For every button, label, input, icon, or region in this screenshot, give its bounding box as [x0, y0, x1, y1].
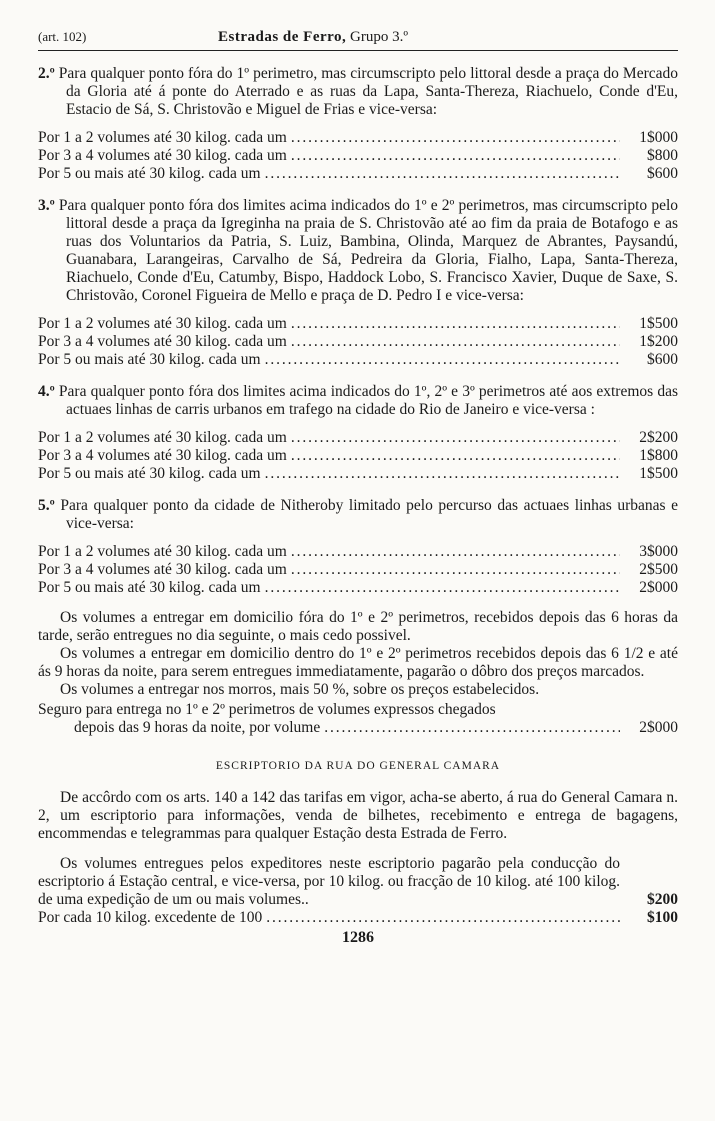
- insurance-price: 2$000: [639, 719, 678, 736]
- price-label: Por 1 a 2 volumes até 30 kilog. cada um: [38, 429, 287, 446]
- price-row: [38, 561, 678, 579]
- price-list-5: [38, 543, 678, 597]
- office-row-label: Por cada 10 kilog. excedente de 100: [38, 909, 263, 926]
- price-value: 1$500: [639, 465, 678, 482]
- price-row: [38, 447, 678, 465]
- item-text: Para qualquer ponto fóra dos limites acima indicados do 1º, 2º e 3º perimetros até aos extremos das actuaes linhas de carris urbanos em trafego na cidade do Rio de Janeiro e vice-versa :: [58, 383, 678, 418]
- price-label: Por 5 ou mais até 30 kilog. cada um: [38, 351, 261, 368]
- price-label: Por 5 ou mais até 30 kilog. cada um: [38, 465, 261, 482]
- item-text: Para qualquer ponto fóra dos limites acima indicados do 1º e 2º perimetros, mas circumscripto pelo littoral desde a praça da Igreginha na praia de S. Christovão até ao fim da praia de Botafogo e as ruas dos Voluntarios da Patria, S. Luiz, Bambina, Olinda, Marquez de Abrantes, Paysandú, Guanabara, Larangeiras, Carvalho de Sá, Pedreira da Gloria, Fialho, Lapa, Santa-Thereza, Riachuelo, Conde d'Eu, Catumby, Bispo, Haddock Lobo, S. Francisco Xavier, Duque de Saxe, S. Christovão, Coronel Figueira de Mello e praça de D. Pedro I e vice-versa:: [58, 197, 679, 304]
- running-title: Estradas de Ferro,: [218, 29, 347, 45]
- price-row: [38, 147, 678, 165]
- price-value: 2$500: [639, 561, 678, 578]
- article-ref: (art. 102): [38, 29, 87, 44]
- item-number: 3.º: [38, 197, 55, 214]
- price-row: [38, 165, 678, 183]
- price-row: [38, 333, 678, 351]
- leader-dots: [287, 561, 620, 579]
- note-paragraph: Os volumes a entregar em domicilio dentro do 1º e 2º perimetros recebidos depois das 6 1/2 e até ás 9 horas da noite, para serem entregues immediatamente, pagarão o dôbro dos preços marcados.: [38, 645, 678, 680]
- insurance-line-2: depois das 9 horas da noite, por volume: [74, 719, 321, 736]
- office-section: [38, 789, 678, 927]
- price-value: 1$000: [639, 129, 678, 146]
- leader-dots: [287, 333, 620, 351]
- insurance-price-row: [38, 719, 678, 737]
- office-paragraph-2-wrap: [38, 855, 678, 927]
- leader-dots: [262, 909, 620, 927]
- item-number: 5.º: [38, 497, 55, 514]
- price-value: 2$200: [639, 429, 678, 446]
- leader-dots: [287, 129, 620, 147]
- item-text: Para qualquer ponto da cidade de Nitheroby limitado pelo percurso das actuaes linhas urbanas e vice-versa:: [60, 497, 679, 532]
- leader-dots: [287, 429, 620, 447]
- price-label: Por 3 a 4 volumes até 30 kilog. cada um: [38, 147, 287, 164]
- item-text: Para qualquer ponto fóra do 1º perimetro, mas circumscripto pelo littoral desde a praça do Mercado da Gloria até á ponte do Aterrado e as ruas da Lapa, Santa-Thereza, Riachuelo, Conde d'Eu, Estacio de Sá, S. Christovão e Miguel de Frias e vice-versa:: [58, 65, 679, 118]
- price-label: Por 5 ou mais até 30 kilog. cada um: [38, 579, 261, 596]
- leader-dots: [320, 719, 620, 737]
- item-number: 4.º: [38, 383, 55, 400]
- leader-dots: [261, 465, 620, 483]
- price-value: 3$000: [639, 543, 678, 560]
- page-number: 1286: [342, 929, 374, 946]
- office-paragraph-2: Os volumes entregues pelos expeditores neste escriptorio pagarão pela conducção do escriptorio á Estação central, e vice-versa, por 10 kilog. ou fracção de 10 kilog. até 100 kilog. de uma expedição de um ou mais volumes..: [38, 855, 620, 908]
- price-label: Por 1 a 2 volumes até 30 kilog. cada um: [38, 129, 287, 146]
- leader-dots: [287, 447, 620, 465]
- leader-dots: [287, 147, 620, 165]
- insurance-row: [38, 701, 678, 737]
- office-paragraph-2-row: [38, 855, 678, 909]
- office-paragraph-1: De accôrdo com os arts. 140 a 142 das tarifas em vigor, acha-se aberto, á rua do General Camara n. 2, um escriptorio para informações, venda de bilhetes, recebimento e entrega de bagagens, encommendas e telegrammas para qualquer Estação desta Estrada de Ferro.: [38, 789, 678, 842]
- price-value: $800: [647, 147, 678, 164]
- document-page: [38, 28, 678, 947]
- tariff-item-2: [38, 65, 678, 119]
- price-value: $600: [647, 165, 678, 182]
- office-price-row: [38, 909, 678, 927]
- leader-dots: [261, 165, 620, 183]
- price-label: Por 1 a 2 volumes até 30 kilog. cada um: [38, 543, 287, 560]
- price-value: $600: [647, 351, 678, 368]
- price-label: Por 3 a 4 volumes até 30 kilog. cada um: [38, 333, 287, 350]
- page-header: [38, 28, 678, 46]
- price-row: [38, 465, 678, 483]
- leader-dots: [261, 351, 620, 369]
- note-paragraph: Os volumes a entregar nos morros, mais 50 %, sobre os preços estabelecidos.: [60, 681, 540, 698]
- note-paragraph: Os volumes a entregar em domicilio fóra do 1º e 2º perimetros, recebidos depois das 6 horas da tarde, serão entregues no dia seguinte, o mais cedo possivel.: [38, 609, 678, 644]
- price-row: [38, 579, 678, 597]
- tariff-item-3: [38, 197, 678, 305]
- price-row: [38, 129, 678, 147]
- section-title: ESCRIPTORIO DA RUA DO GENERAL CAMARA: [215, 760, 501, 772]
- office-price-2: $100: [647, 909, 678, 926]
- price-value: 1$800: [639, 447, 678, 464]
- price-value: 2$000: [639, 579, 678, 596]
- office-price-1: $200: [647, 891, 678, 908]
- price-row: [38, 315, 678, 333]
- price-list-2: [38, 129, 678, 183]
- price-label: Por 3 a 4 volumes até 30 kilog. cada um: [38, 447, 287, 464]
- header-rule: [38, 50, 678, 51]
- tariff-item-4: [38, 383, 678, 419]
- delivery-notes: [38, 609, 678, 699]
- price-row: [38, 429, 678, 447]
- price-list-3: [38, 315, 678, 369]
- price-row: [38, 351, 678, 369]
- price-row: [38, 543, 678, 561]
- tariff-item-5: [38, 497, 678, 533]
- price-value: 1$200: [639, 333, 678, 350]
- group-label: Grupo 3.º: [350, 29, 409, 45]
- price-list-4: [38, 429, 678, 483]
- insurance-line-1: Seguro para entrega no 1º e 2º perimetros de volumes expressos chegados: [38, 701, 496, 718]
- leader-dots: [261, 579, 620, 597]
- price-label: Por 5 ou mais até 30 kilog. cada um: [38, 165, 261, 182]
- price-value: 1$500: [639, 315, 678, 332]
- leader-dots: [287, 543, 620, 561]
- item-number: 2.º: [38, 65, 55, 82]
- leader-dots: [287, 315, 620, 333]
- price-label: Por 1 a 2 volumes até 30 kilog. cada um: [38, 315, 287, 332]
- price-label: Por 3 a 4 volumes até 30 kilog. cada um: [38, 561, 287, 578]
